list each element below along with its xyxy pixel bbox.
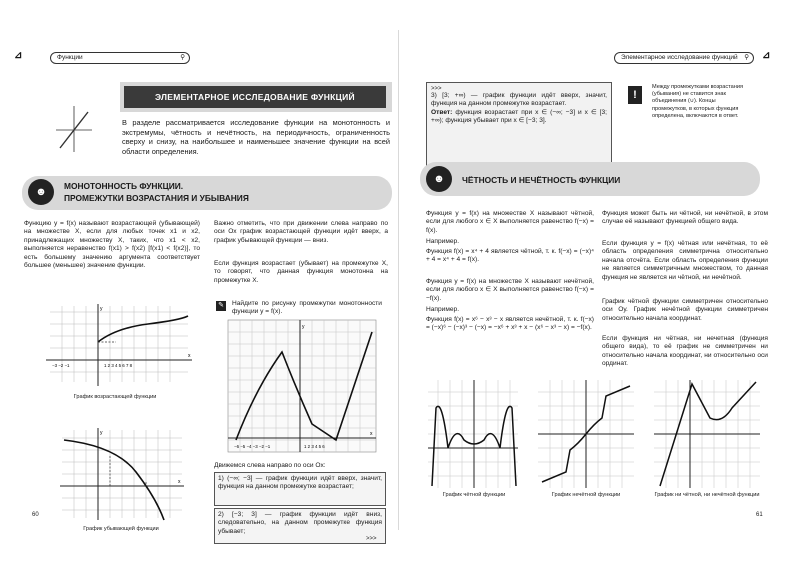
example-label-1: Например. (426, 238, 460, 245)
moving-text: Движемся слева направо по оси Ох: (214, 462, 326, 469)
parity-title: ЧЁТНОСТЬ И НЕЧЁТНОСТЬ ФУНКЦИИ (462, 175, 621, 185)
note-text: Между промежутками возрастания (убывания) не ставится знак объединения (∪). Концы промежутков, в которых функция определена, включаются в ответ. (652, 84, 744, 119)
caption-increasing: График возрастающей функции (73, 394, 157, 400)
odd-example: Функция f(x) = x⁶ − x³ − x является нечётной, т. к. f(−x) = (−x)⁶ − (−x)³ − (−x) = −x⁶ + x³ + x − (x⁶ − x³ − x) = −f(x). (426, 316, 594, 332)
warning-icon: ! (628, 86, 642, 104)
page-number-right: 61 (756, 512, 763, 518)
right-page (402, 30, 790, 530)
intro-graph (54, 104, 94, 154)
task-text: Найдите по рисунку промежутки монотонности функции y = f(x). (232, 300, 382, 316)
neither-text: Функция может быть ни чётной, ни нечётной, в этом случае её называют функцией общего вида. (602, 210, 768, 226)
svg-text:1 2 3 4 5 6 7 8: 1 2 3 4 5 6 7 8 (104, 363, 133, 368)
neither-graph (652, 378, 762, 490)
answer-label: Ответ: (431, 108, 453, 116)
caption-decreasing: График убывающей функции (83, 526, 159, 532)
task-graph (226, 318, 378, 454)
cont-prefix: >>> (431, 86, 442, 92)
step2-text: 2) [−3; 3] — график функции идёт вниз, следовательно, на данном промежутке функция убывает; (218, 511, 382, 535)
domain-text: Если функция y = f(x) чётная или нечётная, то её область определения симметрична относительно начала отсчёта. Если область определения функции не является симметричным множеством, то данная функция не является ни чётной, ни нечётной. (602, 240, 768, 281)
right-search-bar[interactable] (614, 52, 754, 64)
step2-box (214, 508, 386, 544)
more-indicator: >>> (366, 536, 377, 542)
svg-text:−6 −5 −4 −3 −2 −1: −6 −5 −4 −3 −2 −1 (234, 444, 271, 449)
cont-text: 3) [3; +∞) — график функции идёт вверх, значит, функция на данном промежутке возрастает. (431, 92, 607, 108)
section-title-2: ПРОМЕЖУТКИ ВОЗРАСТАНИЯ И УБЫВАНИЯ (64, 193, 249, 203)
continuation-box (426, 82, 612, 166)
intro-text: В разделе рассматривается исследование функции на монотонность и экстремумы, чётность и нечётность, на периодичность, ограниченность сверху и снизу, на наибольшее и наименьшее значение функции на всей области определения. (122, 118, 390, 156)
even-example: Функция f(x) = x⁴ + 4 является чётной, т. к. f(−x) = (−x)⁴ + 4 = x⁴ + 4 = f(x). (426, 248, 594, 264)
task-icon: ✎ (216, 301, 226, 311)
example-label-2: Например. (426, 306, 460, 313)
odd-definition: Функция y = f(x) на множестве X называют нечётной, если для любого x ∈ X выполняется равенство f(−x) = −f(x). (426, 278, 594, 302)
answer-line (431, 109, 607, 126)
even-definition: Функция y = f(x) на множестве X называют чётной, если для любого x ∈ X выполняется равенство f(−x) = f(x). (426, 210, 594, 234)
monotone-definition: Функцию y = f(x) называют возрастающей (убывающей) на множестве X, если для любых точек x1 и x2, принадлежащих множеству X, таких, что x1 < x2, выполняется неравенство f(x1) > f(x2) [f(x1) < f(x2)], то есть большему значению аргумента соответствует большее (меньшее) значение функции. (24, 220, 200, 270)
even-graph (426, 378, 520, 490)
svg-text:y: y (302, 324, 305, 330)
monotone-conclusion: Если функция возрастает (убывает) на промежутке X, то говорят, что данная функция монотонна на промежутке X. (214, 260, 388, 284)
increasing-graph (38, 302, 194, 396)
caption-odd: График нечётной функции (551, 492, 621, 498)
search-icon[interactable]: ⚲ (180, 54, 185, 61)
ruler-icon: ⊿ (762, 50, 771, 61)
svg-text:y: y (100, 306, 103, 312)
left-search-bar[interactable] (50, 52, 190, 64)
svg-text:x: x (370, 431, 373, 437)
svg-text:−3 −2 −1: −3 −2 −1 (52, 363, 70, 368)
step1-text: 1) (−∞; −3] — график функции идёт вверх, значит, функция на данном промежутке возрастает; (218, 475, 382, 491)
graph-symmetry-text: График чётной функции симметричен относительно оси Оу. График нечётной функции симметричен относительно начала координат. (602, 298, 768, 322)
intro-title: ЭЛЕМЕНТАРНОЕ ИССЛЕДОВАНИЕ ФУНКЦИЙ (155, 92, 355, 102)
ruler-icon: ⊿ (14, 50, 23, 61)
step1-box (214, 472, 386, 506)
page-number-left: 60 (32, 512, 39, 518)
section-title-1: МОНОТОННОСТЬ ФУНКЦИИ. (64, 181, 184, 191)
svg-text:x: x (188, 353, 191, 359)
decreasing-graph (56, 426, 186, 522)
left-search-label: Функции (57, 54, 83, 61)
odd-graph (536, 378, 636, 490)
intro-banner (124, 86, 386, 108)
general-text: Если функция ни чётная, ни нечетная (функция общего вида), то её график не симметричен ни относительно начала координат, ни относительно оси ординат. (602, 335, 768, 368)
monotone-note: Важно отметить, что при движении слева направо по оси Ох график возрастающей функции идёт вверх, а график убывающей функции — вниз. (214, 220, 388, 244)
left-page (10, 30, 398, 542)
section-icon: ☻ (28, 179, 54, 205)
parity-icon: ☻ (426, 166, 452, 192)
answer-text: функция возрастает при x ∈ (−∞; −3] и x ∈ [3; +∞); функция убывает при x ∈ [−3; 3]. (431, 108, 607, 125)
search-icon[interactable]: ⚲ (744, 54, 749, 61)
svg-text:1 2 3 4 5 6: 1 2 3 4 5 6 (304, 444, 325, 449)
caption-neither: График ни чётной, ни нечётной функции (654, 492, 760, 498)
caption-even: График чётной функции (442, 492, 506, 498)
svg-text:y: y (100, 430, 103, 436)
right-search-label: Элементарное исследование функций (621, 54, 738, 61)
svg-text:x: x (178, 479, 181, 485)
